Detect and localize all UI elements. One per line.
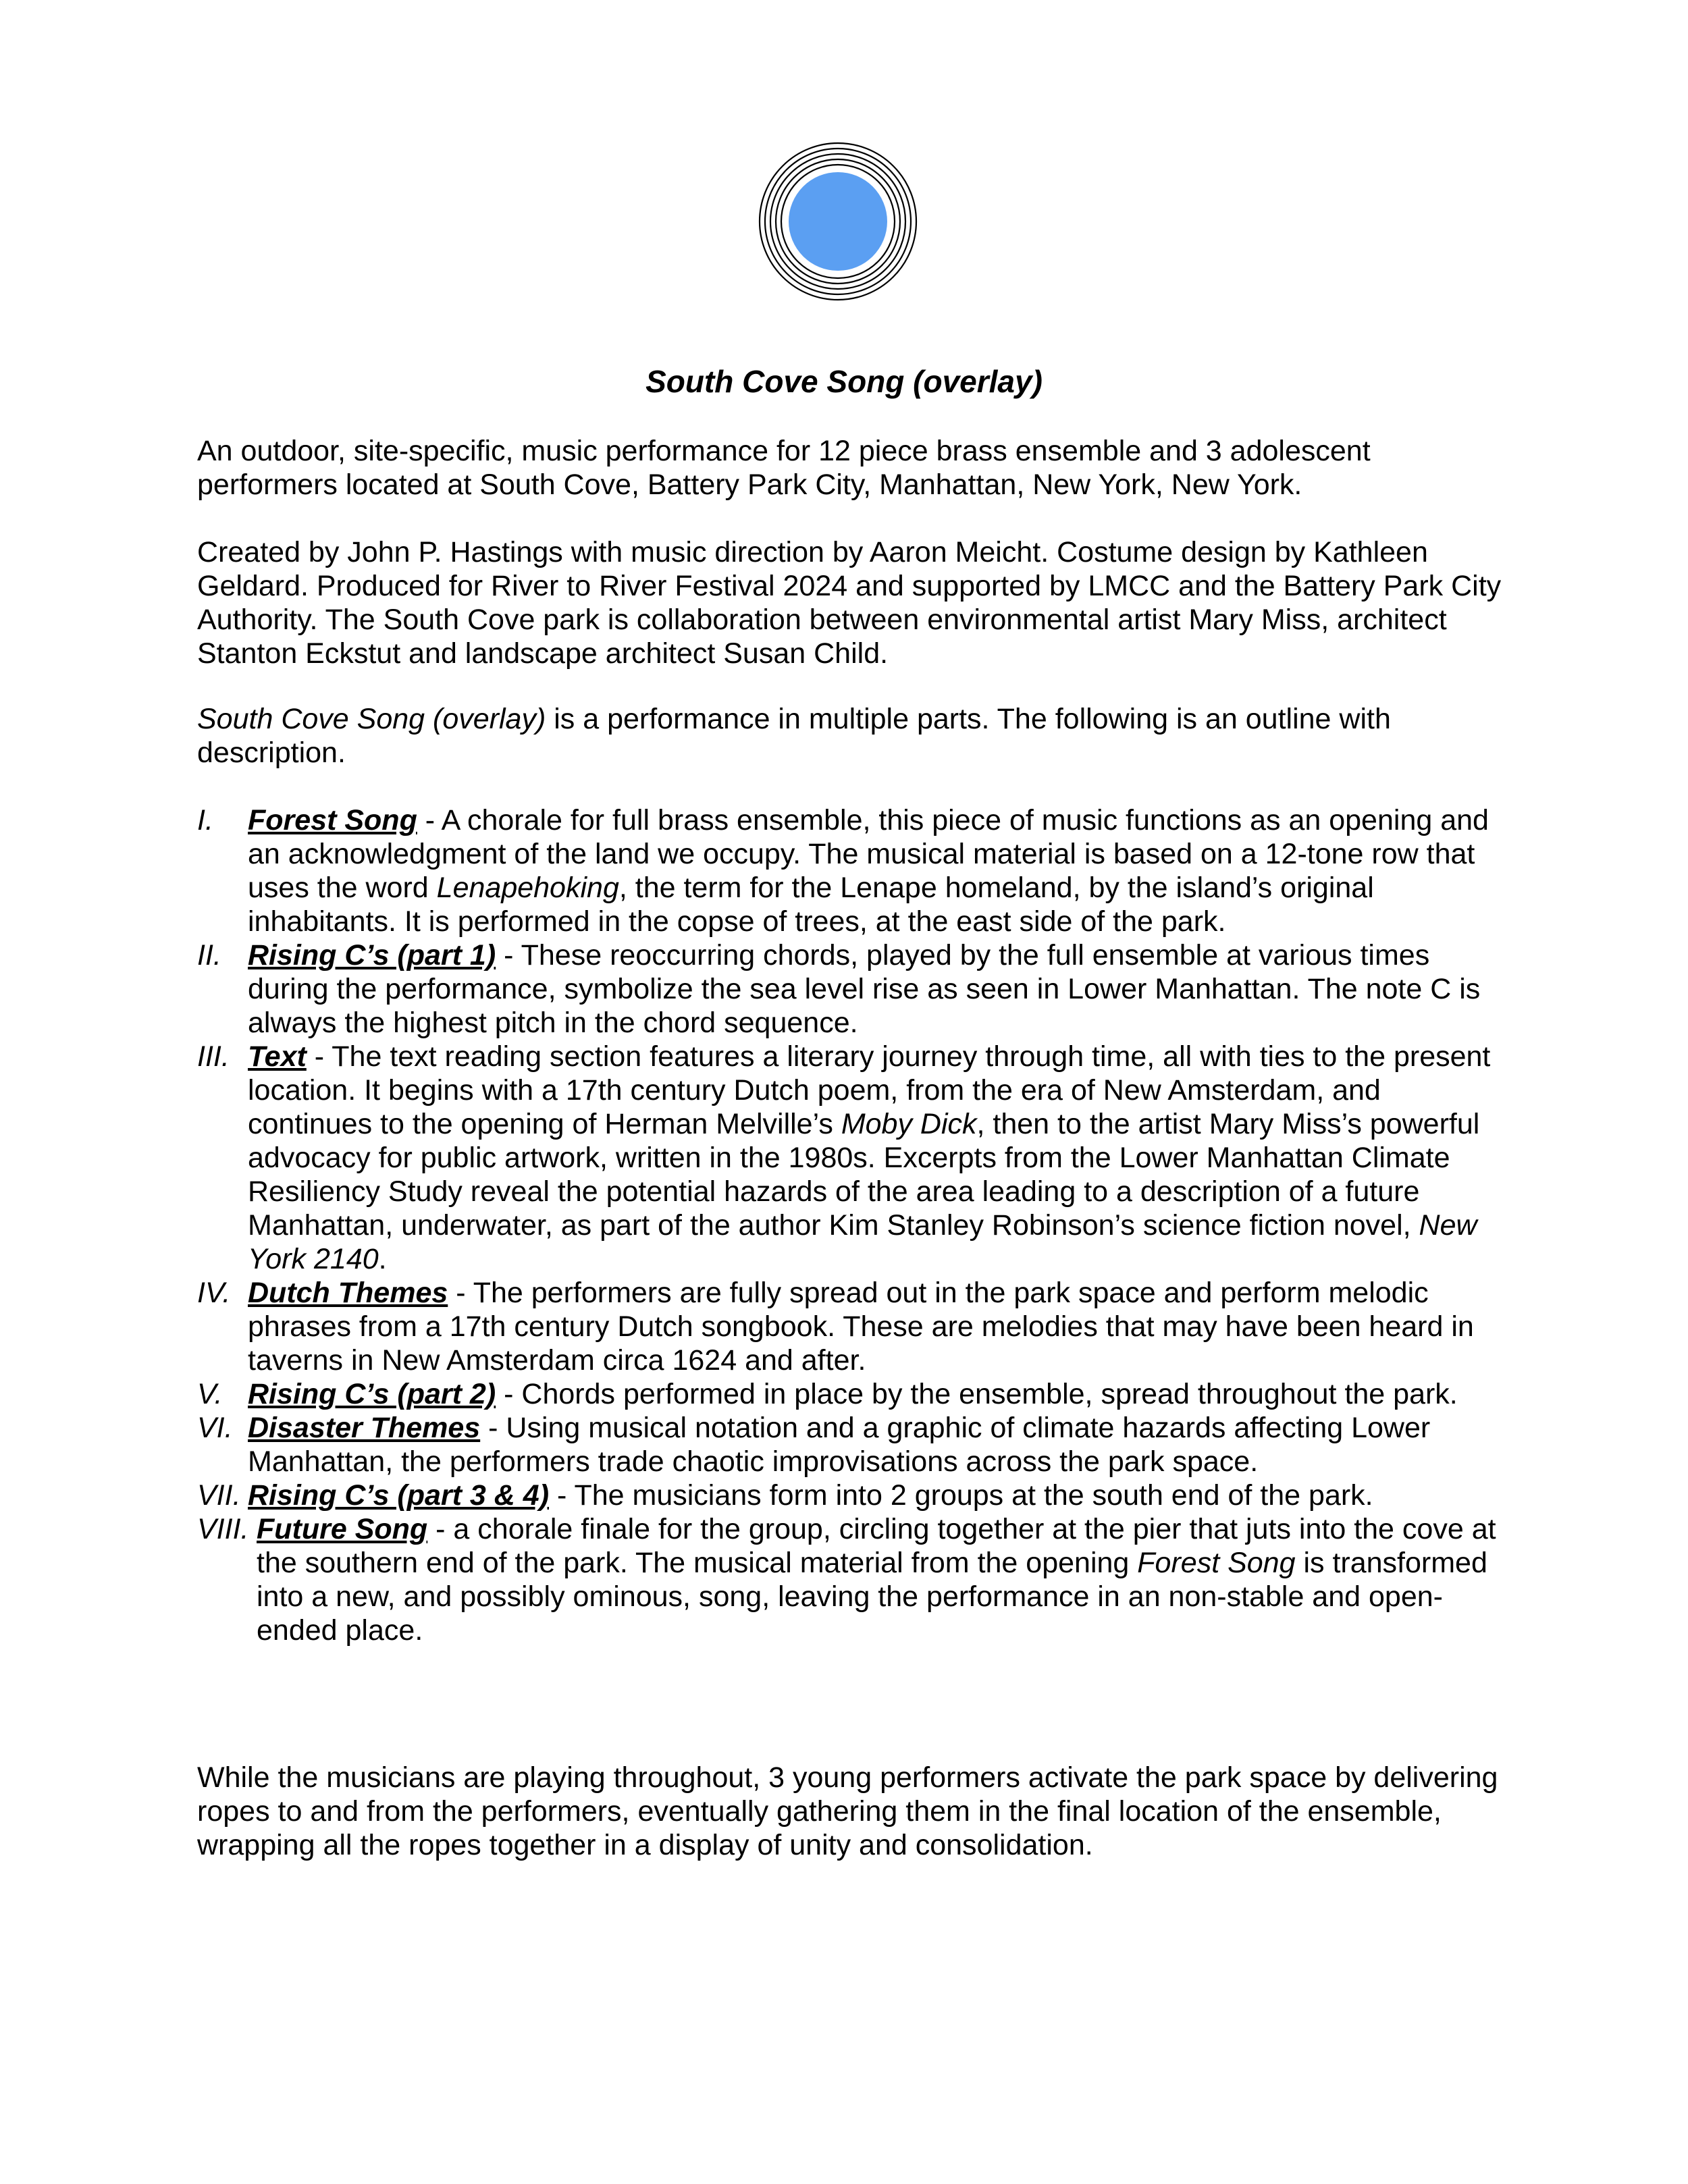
outline-item-text: - Using musical notation and a graphic of climate hazards affecting Lower Manhattan, the performers trade chaotic improvisations across the park space. <box>248 1412 1431 1478</box>
outline-numeral: VI. <box>197 1412 233 1444</box>
outline-item-title: Future Song <box>257 1513 428 1545</box>
outline-numeral: IV. <box>197 1277 231 1309</box>
outline-numeral: VIII. <box>197 1513 249 1545</box>
outline-item <box>197 803 1507 938</box>
document-title: South Cove Song (overlay) <box>645 364 1043 399</box>
outline-item-title: Forest Song <box>248 804 417 836</box>
outline-item-italic: Moby Dick <box>841 1108 977 1140</box>
closing-paragraph: While the musicians are playing throughout, 3 young performers activate the park space by delivering ropes to and from the performers, eventually gathering them in the final location of the ensemble, wrapping all the ropes together in a display of unity and consolidation. <box>197 1761 1498 1861</box>
outline-item <box>197 1479 1507 1512</box>
outline-item-title: Rising C’s (part 1) <box>248 939 496 971</box>
outline-item-text: - The musicians form into 2 groups at the south end of the park. <box>549 1479 1373 1512</box>
outline-item-text: is transformed into a new, and possibly ominous, song, leaving the performance in an non-stable and open-ended place. <box>257 1547 1487 1647</box>
outline-item <box>197 1411 1507 1479</box>
outline-item <box>197 1512 1507 1647</box>
outline-item-title: Rising C’s (part 3 & 4) <box>248 1479 550 1512</box>
outline-numeral: III. <box>197 1040 230 1073</box>
outline-item <box>197 1040 1507 1276</box>
intro-paragraph-outline-lead <box>197 702 1507 770</box>
logo-graphic <box>757 140 919 302</box>
outline-item-text: , then to the artist Mary Miss’s powerful advocacy for public artwork, written in the 1980s. Excerpts from the Lower Manhattan Climate Resiliency Study reveal the potential hazards of the area leading to a description of a future Manhattan, underwater, as part of the author Kim Stanley Robinson’s science fiction novel, <box>248 1108 1480 1242</box>
outline-item-title: Disaster Themes <box>248 1412 481 1444</box>
outline-numeral: VII. <box>197 1479 241 1512</box>
outline-item-title: Dutch Themes <box>248 1277 448 1309</box>
performance-outline-list <box>197 803 1507 1647</box>
outline-item <box>197 1377 1507 1411</box>
outline-numeral: I. <box>197 804 213 836</box>
outline-item-title: Text <box>248 1040 307 1073</box>
outline-item-text: , the term for the Lenape homeland, by the island’s original inhabitants. It is performed in the copse of trees, at the east side of the park. <box>248 872 1374 938</box>
outline-item-italic: New York 2140 <box>248 1209 1477 1275</box>
concentric-circles-logo-icon <box>757 140 919 302</box>
intro-paragraph-location: An outdoor, site-specific, music performance for 12 piece brass ensemble and 3 adolescent performers located at South Cove, Battery Park City, Manhattan, New York, New York. <box>197 435 1371 501</box>
outline-item-text: . <box>378 1243 387 1275</box>
outline-item-text: - Chords performed in place by the ensemble, spread throughout the park. <box>496 1378 1458 1410</box>
outline-numeral: II. <box>197 939 221 971</box>
outline-item-title: Rising C’s (part 2) <box>248 1378 496 1410</box>
outline-item-italic: Lenapehoking <box>436 872 619 904</box>
outline-item-text: - A chorale for full brass ensemble, this piece of music functions as an opening and an acknowledgment of the land we occupy. The musical material is based on a 12-tone row that uses the word <box>248 804 1489 904</box>
outline-item-text: - The performers are fully spread out in the park space and perform melodic phrases from a 17th century Dutch songbook. These are melodies that may have been heard in taverns in New Amsterdam circa 1624 and after. <box>248 1277 1474 1377</box>
outline-item-text: - These reoccurring chords, played by the full ensemble at various times during the performance, symbolize the sea level rise as seen in Lower Manhattan. The note C is always the highest pitch in the chord sequence. <box>248 939 1481 1039</box>
outline-numeral: V. <box>197 1378 223 1410</box>
outline-item-text: - a chorale finale for the group, circling together at the pier that juts into the cove at the southern end of the park. The musical material from the opening <box>257 1513 1496 1579</box>
work-title-italic: South Cove Song (overlay) <box>197 703 546 735</box>
outline-item-text: - The text reading section features a literary journey through time, all with ties to the present location. It begins with a 17th century Dutch poem, from the era of New Amsterdam, and continues to the opening of Herman Melville’s <box>248 1040 1491 1140</box>
outline-item <box>197 938 1507 1040</box>
outline-item <box>197 1276 1507 1377</box>
outline-lead-text: is a performance in multiple parts. The following is an outline with description. <box>197 703 1391 769</box>
intro-paragraph-credits: Created by John P. Hastings with music direction by Aaron Meicht. Costume design by Kathleen Geldard. Produced for River to River Festival 2024 and supported by LMCC and the Battery Park City Authority. The South Cove park is collaboration between environmental artist Mary Miss, architect Stanton Eckstut and landscape architect Susan Child. <box>197 536 1502 670</box>
outline-item-italic: Forest Song <box>1137 1547 1296 1579</box>
